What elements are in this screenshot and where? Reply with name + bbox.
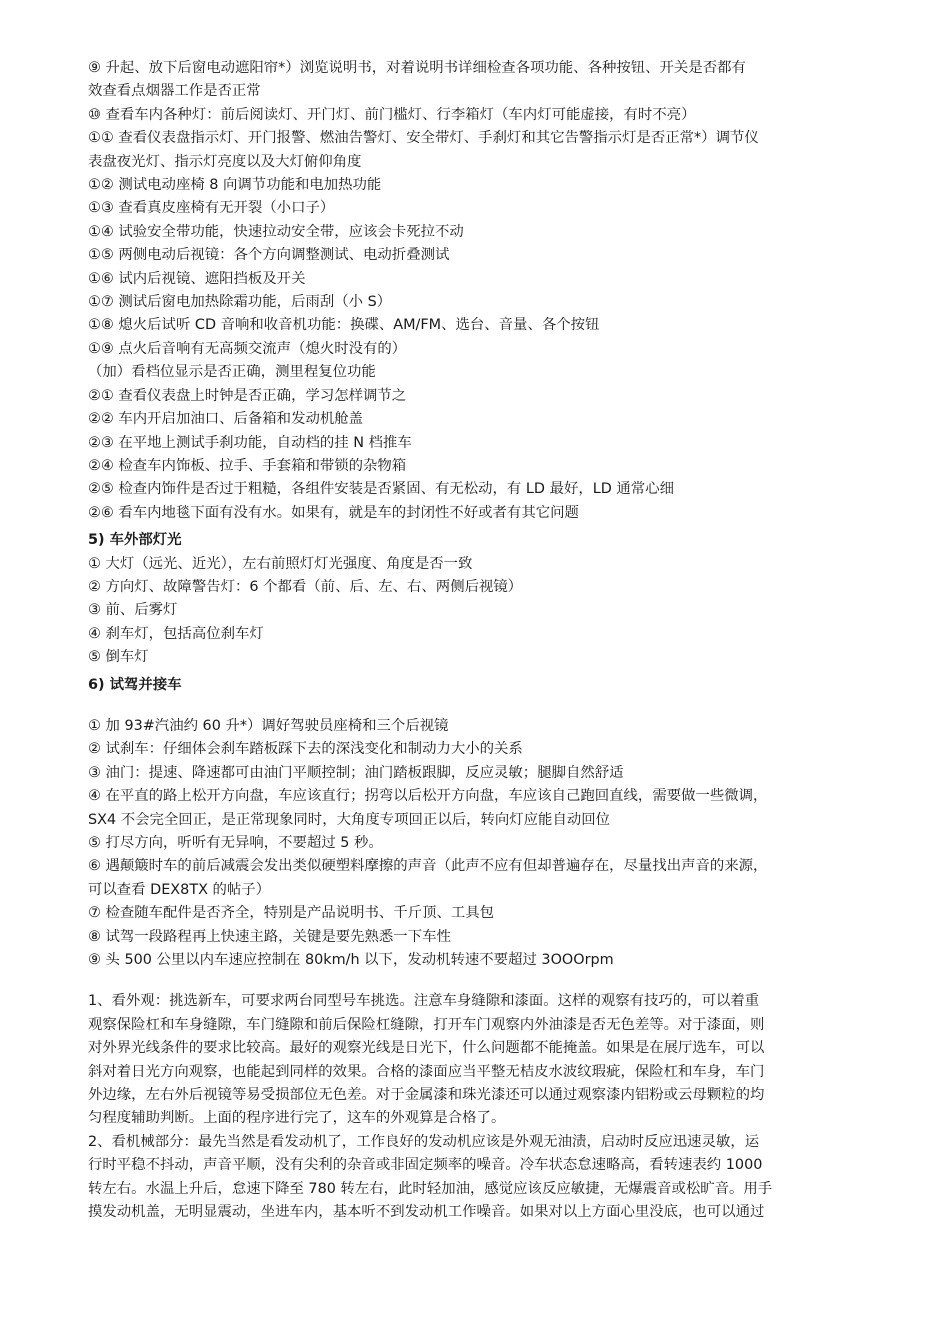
list-item: ⑤ 倒车灯 <box>88 649 149 666</box>
list-item: ① 大灯（远光、近光），左右前照灯灯光强度、角度是否一致 <box>88 555 473 572</box>
interior-checklist <box>88 57 896 525</box>
text-line: 对外界光线条件的要求比较高。最好的观察光线是日光下，什么问题都不能掩盖。如果是在展厅选车，可以 <box>88 1040 765 1057</box>
text-line: ⑨ 升起、放下后窗电动遮阳帘*）浏览说明书，对着说明书详细检查各项功能、各种按钮、开关是否都有 <box>88 60 746 76</box>
list-item: ⑥ 遇颠簸时车的前后减震会发出类似硬塑料摩擦的声音（此声不应有但却普遍存在，尽量找出声音的来源， <box>88 858 768 875</box>
text-line: 行时平稳不抖动，声音平顺，没有尖利的杂音或非固定频率的噪音。冷车状态怠速略高，看转速表约 1000 <box>88 1157 763 1174</box>
list-item: ⑧ 试驾一段路程再上快速主路，关键是要先熟悉一下车性 <box>88 928 451 945</box>
text-line: 外边缘，左右外后视镜等易受损部位无色差。对于金属漆和珠光漆还可以通过观察漆内铝粉或云母颗粒的均 <box>88 1087 765 1104</box>
list-item: ④ 在平直的路上松开方向盘，车应该直行；拐弯以后松开方向盘，车应该自己跑回直线，需要做一些微调， <box>88 788 768 805</box>
text-line: ①⑤ 两侧电动后视镜：各个方向调整测试、电动折叠测试 <box>88 247 450 264</box>
document-body <box>88 57 896 1225</box>
test-drive-list <box>88 715 896 972</box>
section-heading-exterior-lights: 5) 车外部灯光 <box>88 532 182 549</box>
list-item: SX4 不会完全回正，是正常现象同时，大角度专项回正以后，转向灯应能自动回位 <box>88 811 611 828</box>
text-line: ②⑥ 看车内地毯下面有没有水。如果有，就是车的封闭性不好或者有其它问题 <box>88 504 579 521</box>
list-item: ⑦ 检查随车配件是否齐全，特别是产品说明书、千斤顶、工具包 <box>88 905 495 922</box>
paragraph-exterior <box>88 990 896 1130</box>
text-line: 表盘夜光灯、指示灯亮度以及大灯俯仰角度 <box>88 153 362 170</box>
section-heading-test-drive: 6) 试驾并接车 <box>88 676 182 693</box>
list-item: ⑤ 打尽方向，听听有无异响，不要超过 5 秒。 <box>88 835 383 851</box>
list-item: ② 试刹车：仔细体会刹车踏板踩下去的深浅变化和制动力大小的关系 <box>88 741 523 758</box>
text-line: 观察保险杠和车身缝隙，车门缝隙和前后保险杠缝隙，打开车门观察内外油漆是否无色差等。对于漆面，则 <box>88 1016 765 1033</box>
text-line: （加）看档位显示是否正确，测里程复位功能 <box>88 364 376 381</box>
text-line: ①⑨ 点火后音响有无高频交流声（熄火时没有的） <box>88 340 407 357</box>
text-line: 1、看外观：挑选新车，可要求两台同型号车挑选。注意车身缝隙和漆面。这样的观察有技巧的，可以着重 <box>88 993 760 1010</box>
text-line: 摸发动机盖，无明显震动，坐进车内，基本听不到发动机工作噪音。如果对以上方面心里没底，也可以通过 <box>88 1204 765 1221</box>
text-line: 2、看机械部分：最先当然是看发动机了，工作良好的发动机应该是外观无油渍，启动时反应迅速灵敏，运 <box>88 1133 760 1150</box>
exterior-lights-list <box>88 553 896 670</box>
text-line: ①① 查看仪表盘指示灯、开门报警、燃油告警灯、安全带灯、手刹灯和其它告警指示灯是否正常*）调节仪 <box>88 130 759 147</box>
text-line: ①④ 试验安全带功能，快速拉动安全带，应该会卡死拉不动 <box>88 223 464 240</box>
text-line: ①⑦ 测试后窗电加热除霜功能，后雨刮（小 S） <box>88 294 392 311</box>
spacer <box>88 697 896 715</box>
text-line: ①⑧ 熄火后试听 CD 音响和收音机功能：换碟、AM/FM、选台、音量、各个按钮 <box>88 317 600 334</box>
text-line: ①② 测试电动座椅 8 向调节功能和电加热功能 <box>88 177 382 194</box>
text-line: ②② 车内开启加油口、后备箱和发动机舱盖 <box>88 411 364 428</box>
text-line: ②① 查看仪表盘上时钟是否正确，学习怎样调节之 <box>88 387 407 404</box>
text-line: ②③ 在平地上测试手刹功能，自动档的挂 N 档推车 <box>88 434 412 451</box>
text-line: ①⑥ 试内后视镜、遮阳挡板及开关 <box>88 270 306 287</box>
text-line: ①③ 查看真皮座椅有无开裂（小口子） <box>88 200 335 217</box>
list-item: ⑨ 头 500 公里以内车速应控制在 80km/h 以下，发动机转速不要超过 3OOOrpm <box>88 952 614 969</box>
list-item: 可以查看 DEX8TX 的帖子） <box>88 881 271 898</box>
list-item: ① 加 93#汽油约 60 升*）调好驾驶员座椅和三个后视镜 <box>88 717 449 734</box>
text-line: 转左右。水温上升后，怠速下降至 780 转左右，此时轻加油，感觉应该反应敏捷，无爆震音或松旷音。用手 <box>88 1180 773 1197</box>
paragraph-mechanical <box>88 1131 896 1225</box>
text-line: 斜对着日光方向观察，也能起到同样的效果。合格的漆面应当平整无桔皮水波纹瑕疵，保险杠和车身，车门 <box>88 1063 765 1080</box>
list-item: ④ 刹车灯，包括高位刹车灯 <box>88 625 264 642</box>
text-line: 匀程度辅助判断。上面的程序进行完了，这车的外观算是合格了。 <box>88 1110 506 1127</box>
spacer <box>88 972 896 990</box>
text-line: ②⑤ 检查内饰件是否过于粗糙，各组件安装是否紧固、有无松动，有 LD 最好，LD 通常心细 <box>88 481 674 498</box>
text-line: ⑩ 查看车内各种灯：前后阅读灯、开门灯、前门槛灯、行李箱灯（车内灯可能虚接，有时不亮） <box>88 106 696 123</box>
text-line: 效查看点烟器工作是否正常 <box>88 83 261 100</box>
list-item: ③ 油门：提速、降速都可由油门平顺控制；油门踏板跟脚，反应灵敏；腿脚自然舒适 <box>88 764 624 781</box>
list-item: ③ 前、后雾灯 <box>88 602 178 619</box>
text-line: ②④ 检查车内饰板、拉手、手套箱和带锁的杂物箱 <box>88 457 407 474</box>
list-item: ② 方向灯、故障警告灯：6 个都看（前、后、左、右、两侧后视镜） <box>88 578 523 595</box>
